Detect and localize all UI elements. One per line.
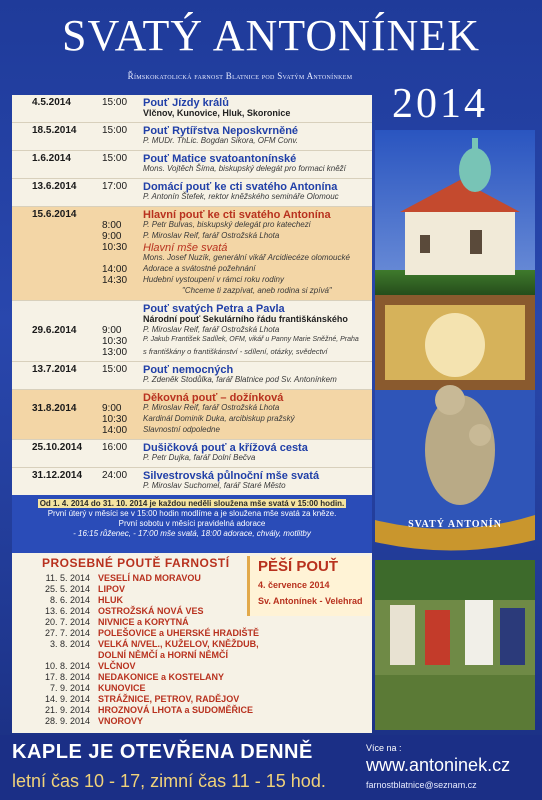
event-time: 14:00 bbox=[102, 425, 128, 436]
event-note: P. Petr Dujka, farář Dolní Bečva bbox=[143, 453, 256, 462]
event-time: 9:00 bbox=[102, 231, 122, 242]
pilgrimage-schedule bbox=[12, 95, 372, 495]
processions-title: PROSEBNÉ POUTĚ FARNOSTÍ bbox=[42, 556, 230, 570]
event-title: Děkovná pouť – dožínková bbox=[143, 392, 284, 404]
event-date: 31.8.2014 bbox=[32, 403, 77, 414]
event-date: 15.6.2014 bbox=[32, 209, 77, 220]
opening-hours: letní čas 10 - 17, zimní čas 11 - 15 hod. bbox=[12, 771, 326, 791]
event-time: 15:00 bbox=[102, 125, 128, 136]
event-subtitle: Národní pouť Sekulárního řádu františkánského bbox=[143, 314, 348, 324]
event-note: P. Miroslav Reif, farář Ostrožská Lhota bbox=[143, 403, 280, 412]
event-title: Hlavní pouť ke cti svatého Antonína bbox=[143, 209, 331, 221]
mass-info-box bbox=[12, 495, 372, 553]
schedule-row bbox=[12, 440, 372, 468]
event-time: 17:00 bbox=[102, 181, 128, 192]
schedule-row bbox=[12, 95, 372, 123]
church-and-statue-illustration bbox=[375, 130, 535, 730]
event-title: Pouť Rytířstva Neposkvrněné bbox=[143, 125, 299, 137]
event-note: P. Zdeněk Stodůlka, farář Blatnice pod Sv. Antonínkem bbox=[143, 375, 337, 384]
photo-collage bbox=[375, 130, 535, 730]
footer-bar bbox=[0, 735, 542, 800]
event-title: Domácí pouť ke cti svatého Antonína bbox=[143, 181, 338, 193]
event-time: 14:30 bbox=[102, 275, 128, 286]
event-note: P. Miroslav Reif, farář Ostrožská Lhota bbox=[143, 231, 280, 240]
event-date: 4.5.2014 bbox=[32, 97, 71, 108]
schedule-row bbox=[12, 123, 372, 151]
event-title: Silvestrovská půlnoční mše svatá bbox=[143, 470, 320, 482]
event-time: 15:00 bbox=[102, 97, 128, 108]
event-time: 16:00 bbox=[102, 442, 128, 453]
event-note: P. Miroslav Reif, farář Ostrožská Lhota bbox=[143, 325, 280, 334]
event-note: P. Petr Bulvas, biskupský delegát pro katechezi bbox=[143, 220, 311, 229]
info-line: Od 1. 4. 2014 do 31. 10. 2014 je každou neděli sloužena mše svatá v 15:00 hodin. bbox=[39, 499, 345, 508]
schedule-row bbox=[12, 179, 372, 207]
event-note: Mons. Vojtěch Šíma, biskupský delegát pro formaci kněží bbox=[143, 164, 346, 173]
info-line: První úterý v měsíci se v 15:00 hodin modlíme a je sloužena mše svatá za kněze. bbox=[47, 509, 337, 518]
more-info-label: Více na : bbox=[366, 743, 402, 753]
event-note: s františkány o františkánství - sdílení, otázky, svědectví bbox=[143, 347, 328, 356]
schedule-row bbox=[12, 151, 372, 179]
event-note: Hudební vystoupení v rámci roku rodiny bbox=[143, 275, 284, 284]
event-title: Pouť svatých Petra a Pavla bbox=[143, 303, 285, 315]
schedule-row bbox=[12, 301, 372, 362]
event-note: P. Miroslav Suchomel, farář Staré Město bbox=[143, 481, 286, 490]
schedule-row bbox=[12, 362, 372, 390]
statue-banner-label: SVATÝ ANTONÍN bbox=[408, 519, 502, 530]
event-date: 13.7.2014 bbox=[32, 364, 77, 375]
event-time: 15:00 bbox=[102, 364, 128, 375]
event-time: 15:00 bbox=[102, 153, 128, 164]
event-date: 25.10.2014 bbox=[32, 442, 83, 453]
schedule-row-thanksgiving bbox=[12, 390, 372, 440]
event-note: "Chceme ti zazpívat, aneb rodina si zpívá" bbox=[182, 286, 332, 295]
event-time: 13:00 bbox=[102, 347, 128, 358]
year-label: 2014 bbox=[392, 81, 488, 127]
event-note: P. Antonín Štefek, rektor kněžského semináře Olomouc bbox=[143, 192, 339, 201]
event-time: 24:00 bbox=[102, 470, 128, 481]
event-note: Kardinál Dominik Duka, arcibiskup pražský bbox=[143, 414, 295, 423]
walk-date: 4. července 2014 bbox=[258, 580, 330, 590]
event-date: 31.12.2014 bbox=[32, 470, 83, 481]
schedule-row-main-pilgrimage bbox=[12, 207, 372, 301]
event-time: 8:00 bbox=[102, 220, 122, 231]
info-line: První sobotu v měsíci pravidelná adorace bbox=[118, 519, 266, 528]
walk-title: PĚŠÍ POUŤ bbox=[258, 558, 339, 575]
event-date: 13.6.2014 bbox=[32, 181, 77, 192]
event-date: 1.6.2014 bbox=[32, 153, 71, 164]
event-note: Hlavní mše svatá bbox=[143, 242, 228, 254]
event-title: Pouť Jízdy králů bbox=[143, 97, 229, 109]
email-link[interactable]: farnostblatnice@seznam.cz bbox=[366, 780, 477, 790]
event-time: 10:30 bbox=[102, 414, 128, 425]
event-date: 29.6.2014 bbox=[32, 325, 77, 336]
walk-route: Sv. Antonínek - Velehrad bbox=[258, 596, 363, 606]
event-note: P. MUDr. ThLic. Bogdan Sikora, OFM Conv. bbox=[143, 136, 299, 145]
event-time: 9:00 bbox=[102, 403, 122, 414]
info-line: - 16:15 růženec, - 17:00 mše svatá, 18:00 adorace, chvály, motlitby bbox=[73, 529, 311, 538]
event-note: Slavnostní odpoledne bbox=[143, 425, 220, 434]
poster-title: SVATÝ ANTONÍNEK bbox=[62, 11, 480, 60]
event-time: 10:30 bbox=[102, 242, 128, 253]
event-title: Pouť nemocných bbox=[143, 364, 234, 376]
event-time: 9:00 bbox=[102, 325, 122, 336]
chapel-open-text: KAPLE JE OTEVŘENA DENNĚ bbox=[12, 741, 313, 763]
walking-pilgrimage-box bbox=[247, 556, 370, 616]
website-link[interactable]: www.antoninek.cz bbox=[366, 755, 511, 775]
schedule-row bbox=[12, 468, 372, 496]
parish-processions: PROSEBNÉ POUTĚ FARNOSTÍ 11. 5. 2014 VESELÍ NAD MORAVOU 25. 5. 2014 LIPOV 8. 6. 2014 HLUK 13. 6. 2014 OSTROŽSKÁ NOVÁ VES 20. 7. 2014 NIVNICE a KORYTNÁ 27. 7. 2014 POLEŠOVICE a UHERSKÉ HRADIŠTĚ 3. 8. 2014 VELKÁ N/VEL., KUŽELOV, KNĚŽDUB, DOLNÍ NĚMČÍ a HORNÍ NĚMČÍ 10. 8. 2014 VLČNOV 17. 8. 2014 NEDAKONICE a KOSTELANY 7. 9. 2014 KUNOVICE 14. 9. 2014 STRÁŽNICE, PETROV, RADĚJOV 21. 9. 2014 HROZNOVÁ LHOTA a SUDOMĚŘICE 28. 9. 2014 VNOROVY bbox=[12, 553, 372, 733]
event-title: Pouť Matice svatoantonínské bbox=[143, 153, 297, 165]
event-title: Dušičková pouť a křížová cesta bbox=[143, 442, 308, 454]
parish-subtitle: Římskokatolická farnost Blatnice pod Svatým Antonínkem bbox=[127, 71, 353, 81]
event-time: 14:00 bbox=[102, 264, 128, 275]
event-note: Vlčnov, Kunovice, Hluk, Skoronice bbox=[143, 108, 291, 118]
event-time: 10:30 bbox=[102, 336, 128, 347]
event-note: Adorace a svátostné požehnání bbox=[143, 264, 256, 273]
event-date: 18.5.2014 bbox=[32, 125, 77, 136]
event-note: Mons. Josef Nuzík, generální vikář Arcidiecéze olomoucké bbox=[143, 253, 350, 262]
event-note: P. Jakub František Sadílek, OFM, vikář u Panny Marie Sněžné, Praha bbox=[143, 336, 359, 343]
